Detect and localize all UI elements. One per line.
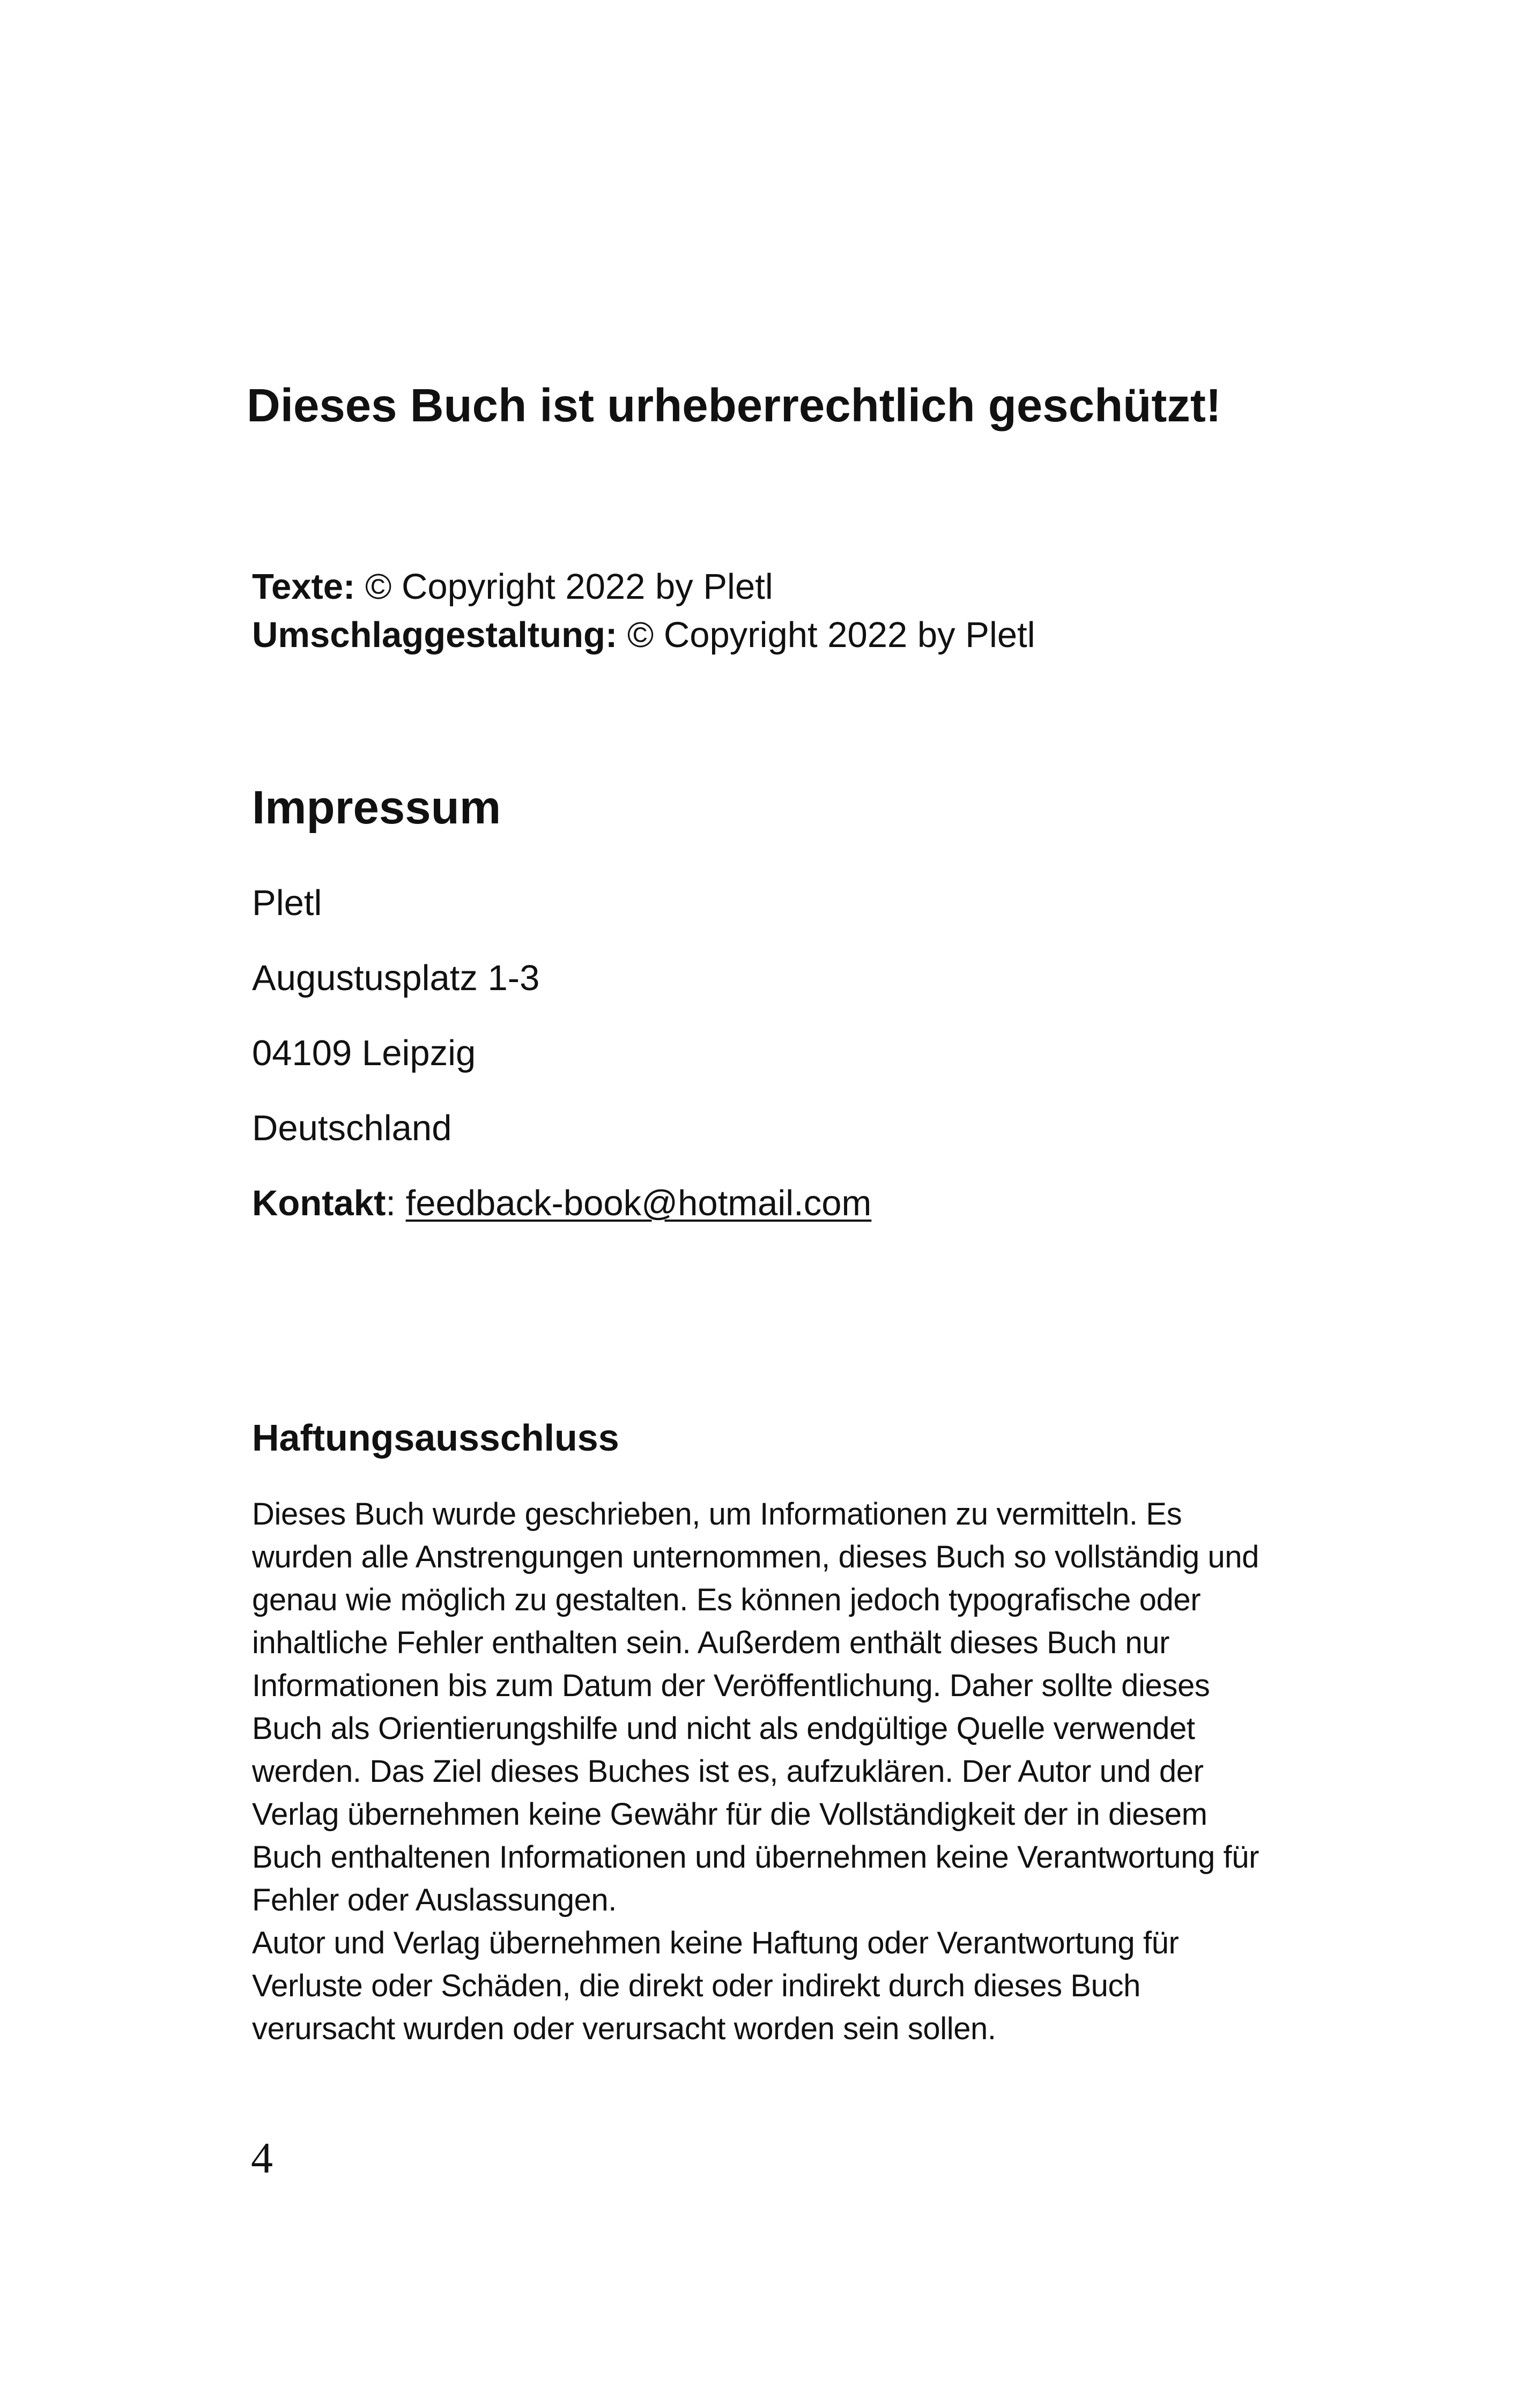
disclaimer-heading: Haftungsausschluss: [252, 1417, 619, 1459]
copyright-heading: Dieses Buch ist urheberrechtlich geschützt!: [247, 380, 1221, 432]
contact-separator: :: [386, 1183, 406, 1223]
impressum-heading: Impressum: [252, 782, 501, 834]
publisher-address: [252, 882, 1324, 1257]
disclaimer-text: [252, 1493, 1281, 2050]
contact-email-link[interactable]: feedback-book@hotmail.com: [405, 1183, 872, 1223]
copyright-credits: [252, 563, 1324, 659]
publisher-country: Deutschland: [252, 1108, 452, 1148]
publisher-name: Pletl: [252, 883, 322, 923]
cover-credit-line: [252, 611, 1324, 659]
disclaimer-paragraph-1: Dieses Buch wurde geschrieben, um Informationen zu vermitteln. Es wurden alle Anstrengungen unternommen, dieses Buch so vollständig und genau wie möglich zu gestalten. Es können jedoch typografische oder inhaltliche Fehler enthalten sein. Außerdem enthält dieses Buch nur Informationen bis zum Datum der Veröffentlichung. Daher sollte dieses Buch als Orientierungshilfe und nicht als endgültige Quelle verwendet werden. Das Ziel dieses Buches ist es, aufzuklären. Der Autor und der Verlag übernehmen keine Gewähr für die Vollständigkeit der in diesem Buch enthaltenen Informationen und übernehmen keine Verantwortung für Fehler oder Auslassungen.: [252, 1497, 1259, 1918]
texts-credit-label: Texte:: [252, 567, 355, 607]
publisher-city: 04109 Leipzig: [252, 1033, 476, 1073]
contact-label: Kontakt: [252, 1183, 386, 1223]
cover-credit-label: Umschlaggestaltung:: [252, 615, 618, 655]
cover-credit-value: © Copyright 2022 by Pletl: [617, 615, 1035, 655]
disclaimer-paragraph-2: Autor und Verlag übernehmen keine Haftung oder Verantwortung für Verluste oder Schäden, die direkt oder indirekt durch dieses Buch verursacht wurden oder verursacht worden sein sollen.: [252, 1926, 1179, 2046]
page-number: 4: [251, 2134, 273, 2182]
publisher-street: Augustusplatz 1-3: [252, 958, 540, 998]
texts-credit-line: [252, 563, 1324, 611]
texts-credit-value: © Copyright 2022 by Pletl: [355, 567, 773, 607]
contact-line: [252, 1182, 1324, 1225]
